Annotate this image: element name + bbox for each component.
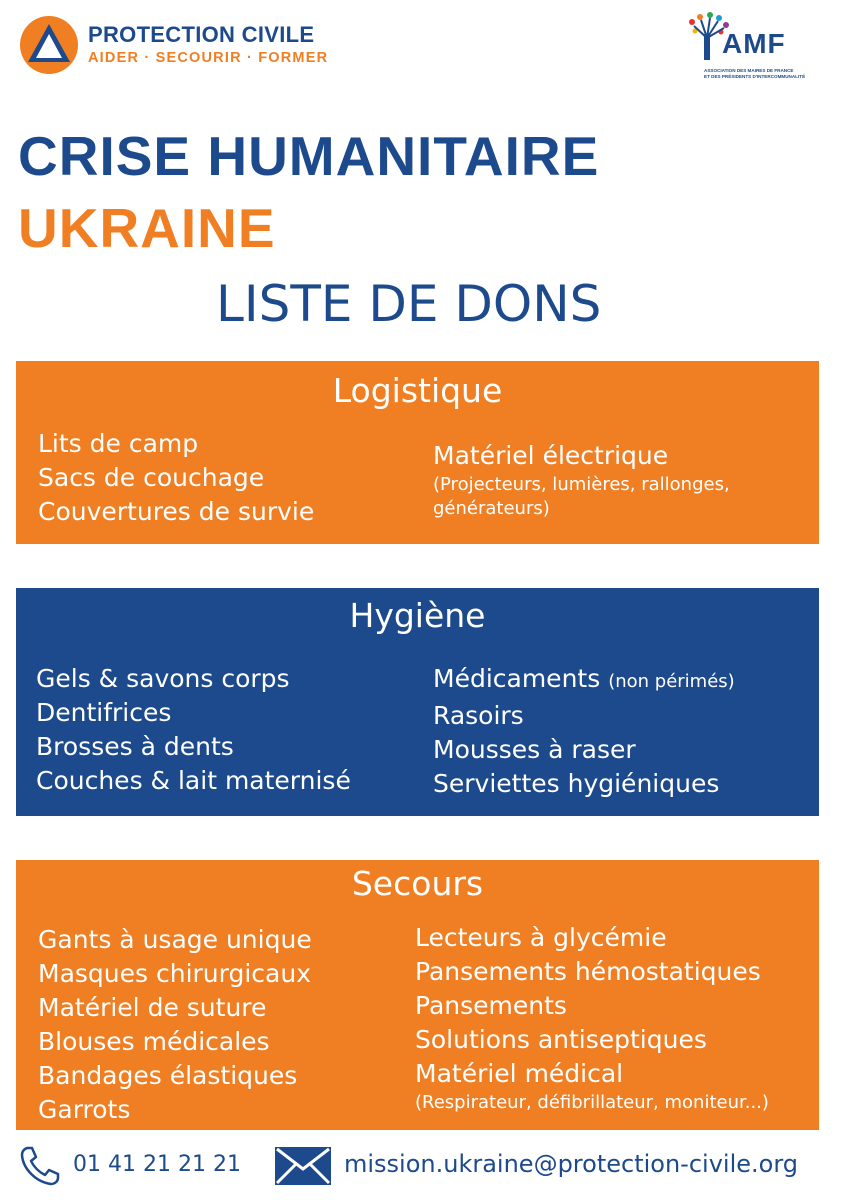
list-item: Pansements hémostatiques xyxy=(415,957,761,986)
list-item: Pansements xyxy=(415,991,567,1020)
list-item-note: (Respirateur, défibrillateur, moniteur...) xyxy=(415,1092,769,1113)
title-ukraine: UKRAINE xyxy=(18,197,276,259)
list-item: Médicaments (non périmés) xyxy=(433,664,735,693)
mail-icon xyxy=(274,1146,332,1186)
list-item: Sacs de couchage xyxy=(38,463,265,492)
list-item-note: (Projecteurs, lumières, rallonges, xyxy=(433,474,730,495)
logistique-left-list xyxy=(38,427,314,529)
protection-civile-tagline: AIDER · SECOURIR · FORMER xyxy=(88,50,329,66)
list-item: Blouses médicales xyxy=(38,1027,270,1056)
list-item: Rasoirs xyxy=(433,701,524,730)
secours-title: Secours xyxy=(351,864,484,903)
list-item: Gants à usage unique xyxy=(38,925,312,954)
logistique-panel xyxy=(16,361,819,544)
list-item: Masques chirurgicaux xyxy=(38,959,311,988)
list-item: Matériel médical xyxy=(415,1059,624,1088)
list-item: Lecteurs à glycémie xyxy=(415,923,667,952)
list-item: Gels & savons corps xyxy=(36,664,290,693)
list-item-note: générateurs) xyxy=(433,498,550,519)
phone-icon xyxy=(18,1144,62,1188)
list-item: Matériel électrique xyxy=(433,441,669,470)
email-address[interactable]: mission.ukraine@protection-civile.org xyxy=(344,1150,798,1178)
list-item: Couches & lait maternisé xyxy=(36,766,351,795)
protection-civile-emblem-icon xyxy=(18,14,80,76)
list-item: Garrots xyxy=(38,1095,131,1124)
list-item: Serviettes hygiéniques xyxy=(433,769,720,798)
secours-panel xyxy=(16,860,819,1130)
list-item: Matériel de suture xyxy=(38,993,267,1022)
secours-left-list xyxy=(38,923,312,1127)
hygiene-right-list xyxy=(433,662,735,801)
list-item: Couvertures de survie xyxy=(38,497,315,526)
hygiene-left-list xyxy=(36,662,351,798)
amf-subtitle: ASSOCIATION DES MAIRES DE FRANCE ET DES PRÉSIDENTS D'INTERCOMMUNALITÉ xyxy=(704,68,806,79)
hygiene-panel xyxy=(16,588,819,816)
amf-name: AMF xyxy=(722,28,786,59)
list-item: Bandages élastiques xyxy=(38,1061,298,1090)
secours-right-list xyxy=(415,921,769,1115)
list-item: Solutions antiseptiques xyxy=(415,1025,707,1054)
logistique-title: Logistique xyxy=(332,371,503,410)
amf-logo xyxy=(686,12,826,82)
list-item: Dentifrices xyxy=(36,698,172,727)
protection-civile-logo xyxy=(18,14,363,78)
logistique-right-list xyxy=(433,439,730,521)
title-crise-humanitaire: CRISE HUMANITAIRE xyxy=(18,125,600,187)
list-item: Lits de camp xyxy=(38,429,199,458)
protection-civile-name: PROTECTION CIVILE xyxy=(88,22,315,47)
list-item-note: (non périmés) xyxy=(608,671,735,692)
title-liste-de-dons: LISTE DE DONS xyxy=(216,275,602,333)
list-item: Mousses à raser xyxy=(433,735,636,764)
list-item: Brosses à dents xyxy=(36,732,234,761)
phone-number[interactable]: 01 41 21 21 21 xyxy=(73,1152,241,1177)
hygiene-title: Hygiène xyxy=(349,596,486,635)
